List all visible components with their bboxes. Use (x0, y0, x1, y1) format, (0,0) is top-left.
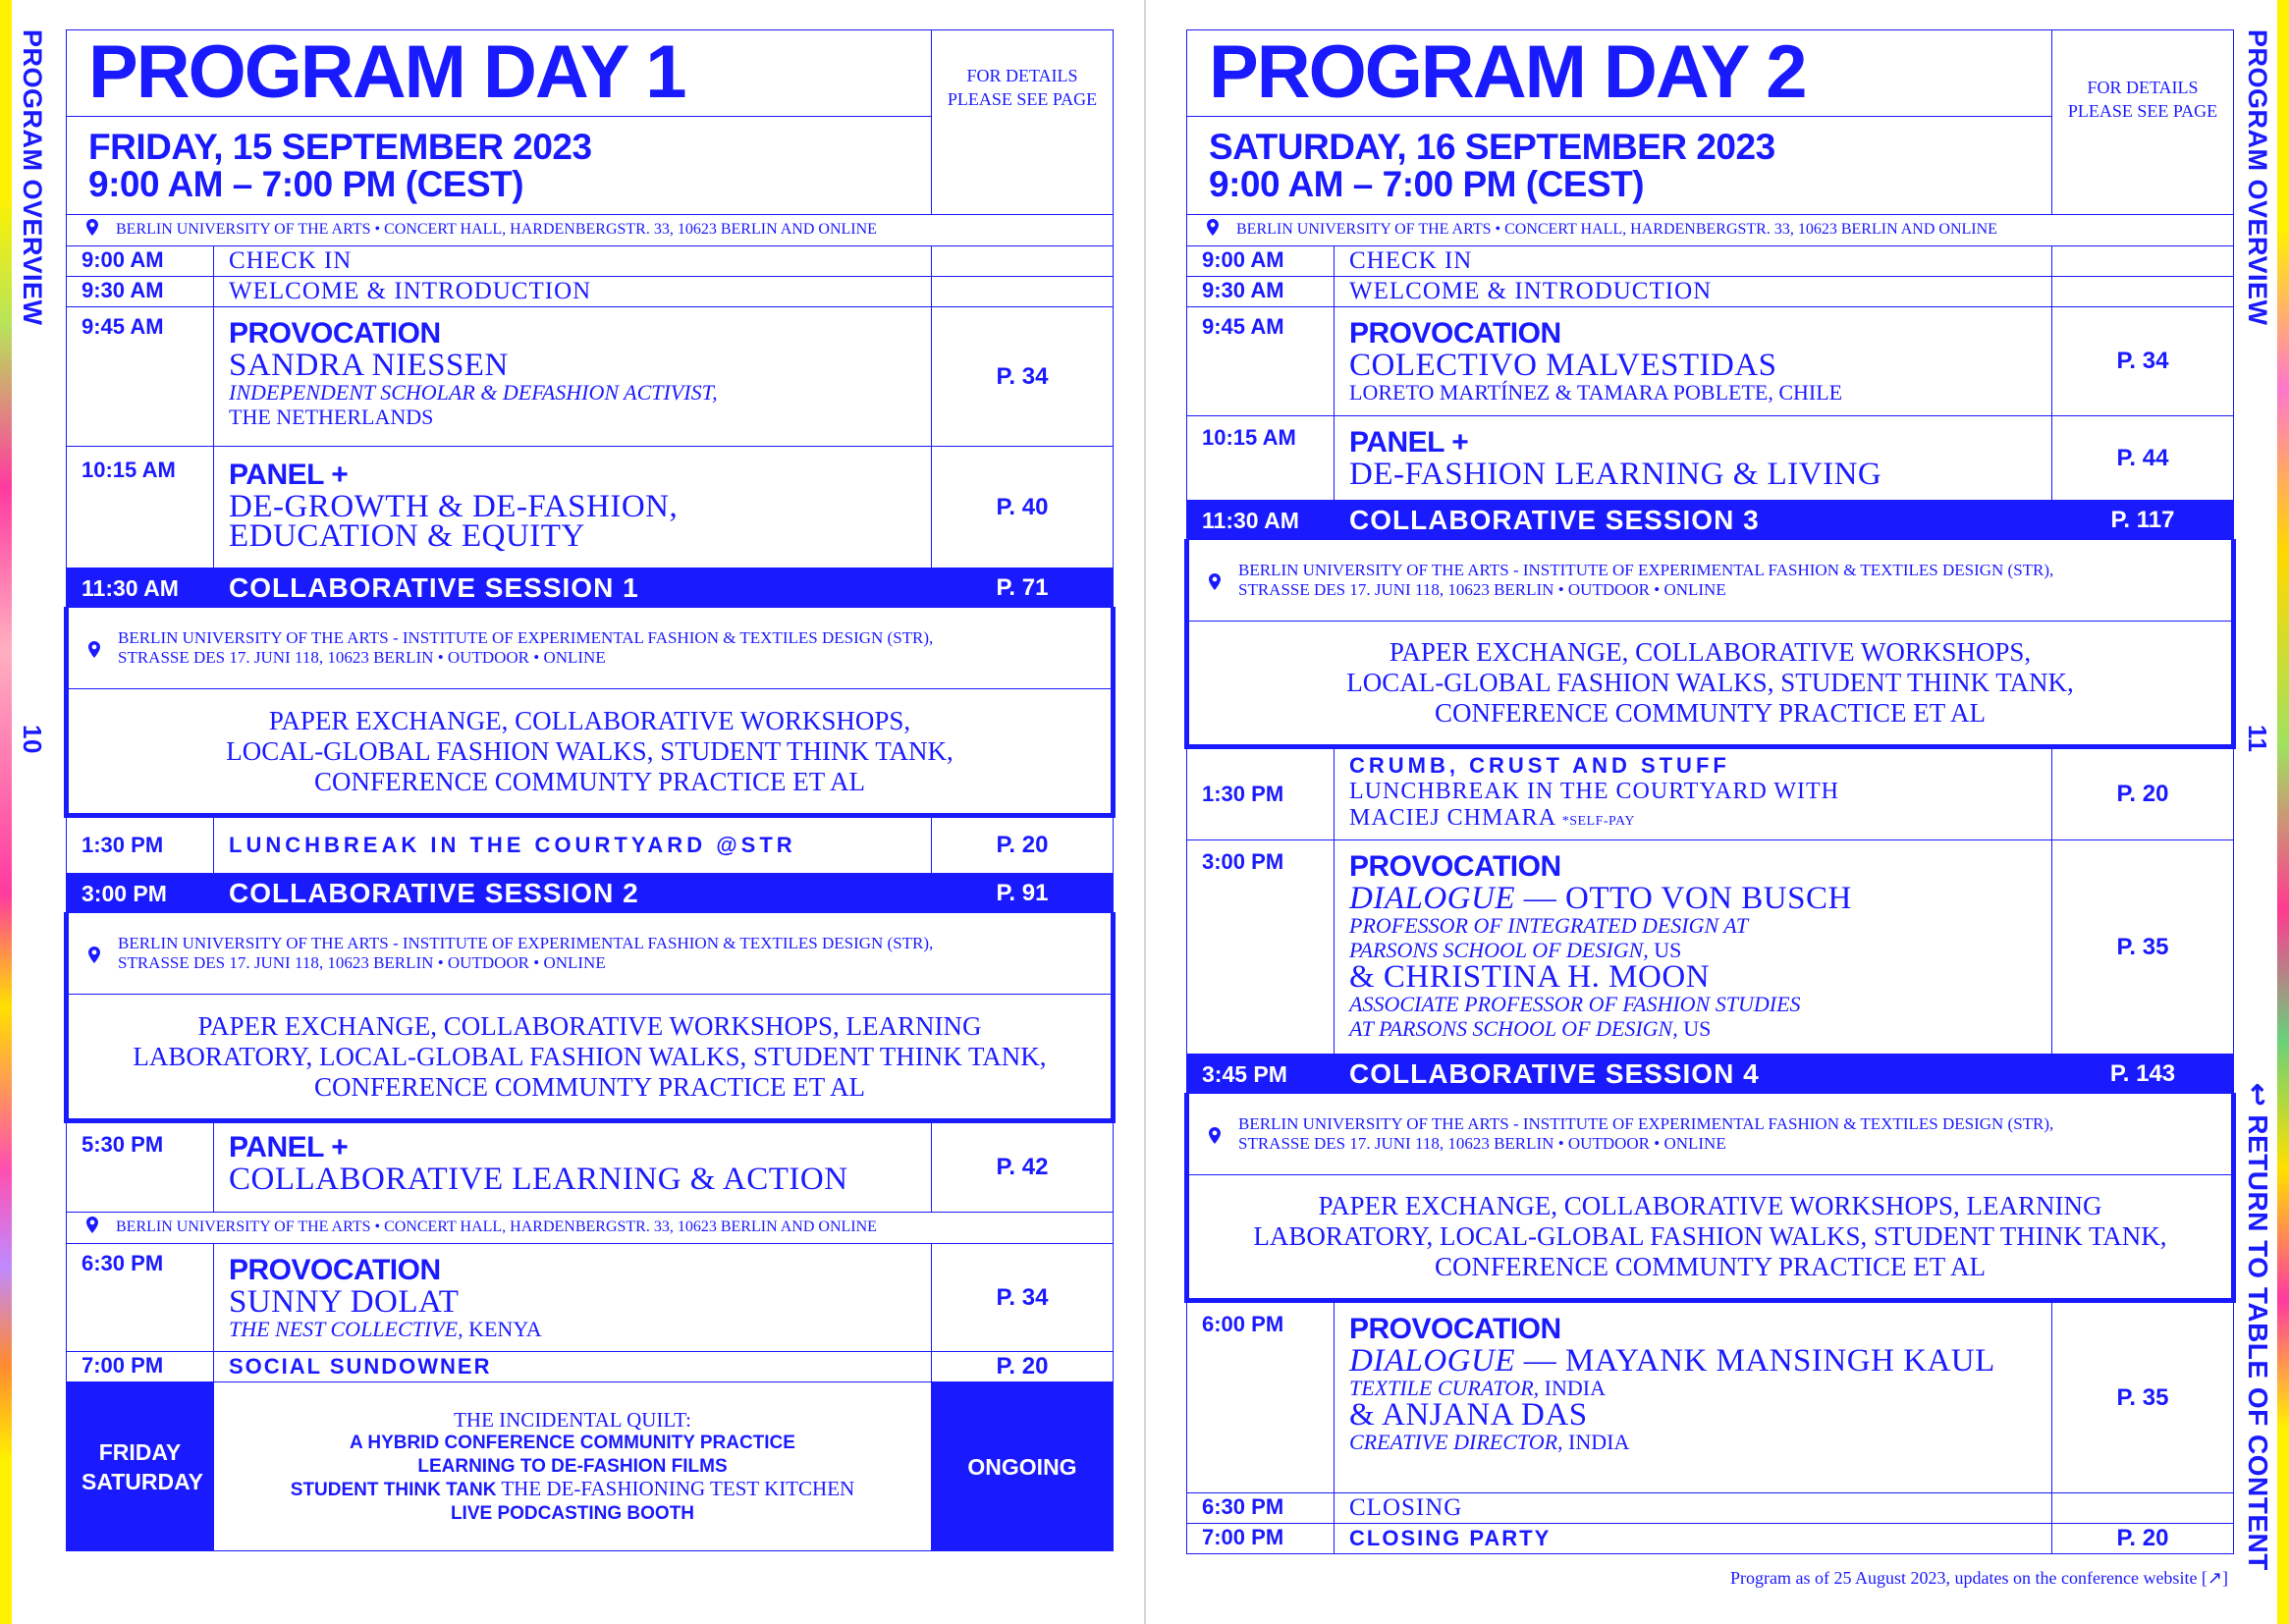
session-title: COLLABORATIVE SESSION 4 (1335, 1055, 2052, 1094)
session-type: PROVOCATION (1349, 1313, 1561, 1345)
location-pin-icon (88, 641, 100, 658)
table-row (1187, 1493, 2234, 1524)
left-section-label: PROGRAM OVERVIEW (18, 29, 47, 326)
session-description-line: LOCAL-GLOBAL FASHION WALKS, STUDENT THINK TANK, (226, 735, 954, 766)
session-description-line: LABORATORY, LOCAL-GLOBAL FASHION WALKS, STUDENT THINK TANK, (1253, 1221, 2167, 1251)
speaker-place: US (1654, 938, 1682, 962)
panel-title-line: DE-GROWTH & DE-FASHION, (229, 489, 679, 524)
speaker-role: ASSOCIATE PROFESSOR OF FASHION STUDIES (1349, 992, 1801, 1016)
location-pin-icon (1207, 219, 1219, 236)
location-pin-icon (88, 947, 100, 963)
table-row (67, 447, 1114, 568)
session-type: PANEL + (1349, 426, 1469, 459)
table-row (67, 277, 1114, 307)
location-line: BERLIN UNIVERSITY OF THE ARTS - INSTITUTE OF EXPERIMENTAL FASHION & TEXTILES DESIGN (STR), (118, 934, 934, 952)
table-row (1187, 1524, 2234, 1554)
dialogue-label: DIALOGUE (1349, 881, 1515, 916)
page-reference[interactable]: P. 91 (932, 874, 1114, 913)
venue-text: BERLIN UNIVERSITY OF THE ARTS • CONCERT HALL, HARDENBERGSTR. 33, 10623 BERLIN AND ONLINE (116, 1218, 877, 1235)
agenda-item: WELCOME & INTRODUCTION (214, 277, 932, 307)
ongoing-day: SATURDAY (82, 1468, 203, 1494)
time-cell: 9:45 AM (1187, 307, 1335, 416)
speaker-name: OTTO VON BUSCH (1564, 881, 1852, 916)
speaker-role: INDEPENDENT SCHOLAR & DEFASHION ACTIVIST, (229, 380, 718, 405)
agenda-item: LUNCHBREAK IN THE COURTYARD WITH (1349, 779, 1839, 804)
time-cell: 7:00 PM (1187, 1524, 1335, 1554)
day1-title: PROGRAM DAY 1 (67, 30, 931, 117)
day2-hours: 9:00 AM – 7:00 PM (CEST) (1209, 164, 1645, 204)
quilt-item: A HYBRID CONFERENCE COMMUNITY PRACTICE (350, 1432, 795, 1453)
session-title: COLLABORATIVE SESSION 2 (214, 874, 932, 913)
page-fold (1144, 0, 1146, 1624)
session-description-row (67, 689, 1114, 816)
time-cell: 11:30 AM (67, 568, 214, 608)
session-description-line: LABORATORY, LOCAL-GLOBAL FASHION WALKS, STUDENT THINK TANK, (133, 1041, 1047, 1071)
table-row (67, 307, 1114, 447)
program-day-1 (64, 29, 1111, 1522)
location-pin-icon (86, 219, 98, 236)
session-title: COLLABORATIVE SESSION 3 (1335, 501, 2052, 540)
session-location-row (1187, 540, 2234, 622)
host-name: MACIEJ CHMARA (1349, 805, 1555, 831)
ongoing-day: FRIDAY (98, 1438, 182, 1465)
page-reference[interactable]: P. 71 (932, 568, 1114, 608)
quilt-intro: THE INCIDENTAL QUILT: (454, 1407, 691, 1432)
session-location-row (1187, 1094, 2234, 1175)
speaker-name: SANDRA NIESSEN (229, 348, 509, 383)
day1-header-row (67, 30, 1114, 215)
location-pin-icon (86, 1217, 98, 1233)
day2-title: PROGRAM DAY 2 (1187, 30, 2051, 117)
agenda-item: SOCIAL SUNDOWNER (214, 1352, 932, 1382)
speaker-name: SUNNY DOLAT (229, 1284, 460, 1320)
page-reference[interactable]: P. 20 (932, 1352, 1114, 1382)
time-cell: 10:15 AM (1187, 416, 1335, 501)
table-row (1187, 307, 2234, 416)
page-reference[interactable]: P. 20 (2052, 1524, 2234, 1554)
session-description-line: LOCAL-GLOBAL FASHION WALKS, STUDENT THINK TANK, (1346, 668, 2074, 697)
ongoing-status: ONGOING (932, 1382, 1114, 1551)
session-description-line: CONFERENCE COMMUNTY PRACTICE ET AL (1434, 698, 1987, 728)
time-cell: 1:30 PM (1187, 747, 1335, 840)
venue-text: BERLIN UNIVERSITY OF THE ARTS • CONCERT HALL, HARDENBERGSTR. 33, 10623 BERLIN AND ONLINE (116, 221, 877, 238)
quilt-item: LEARNING TO DE-FASHION FILMS (417, 1455, 728, 1477)
panel-title-line: COLLABORATIVE LEARNING & ACTION (229, 1162, 848, 1197)
location-line: STRASSE DES 17. JUNI 118, 10623 BERLIN • OUTDOOR • ONLINE (118, 953, 606, 972)
session-type: PROVOCATION (229, 1254, 441, 1286)
table-row (1187, 416, 2234, 501)
lunch-title: CRUMB, CRUST AND STUFF (1349, 753, 1730, 778)
quilt-item: THE DE-FASHIONING TEST KITCHEN (501, 1476, 855, 1500)
location-pin-icon (1209, 1127, 1221, 1144)
day2-header-row (1187, 30, 2234, 215)
speaker-place: INDIA (1544, 1376, 1606, 1400)
speaker-name: & CHRISTINA H. MOON (1349, 959, 1711, 995)
page-reference[interactable]: P. 34 (932, 307, 1114, 447)
day2-date: SATURDAY, 16 SEPTEMBER 2023 (1209, 127, 1775, 167)
program-day-2 (1184, 29, 2231, 1551)
right-color-edge (2277, 0, 2289, 1624)
session-description-line: CONFERENCE COMMUNTY PRACTICE ET AL (1434, 1252, 1987, 1281)
time-cell: 6:30 PM (67, 1244, 214, 1352)
time-cell: 3:00 PM (1187, 840, 1335, 1055)
session-location-row (67, 913, 1114, 995)
session-type: PANEL + (229, 459, 349, 491)
session-description-row (1187, 622, 2234, 747)
day1-schedule-table (64, 29, 1116, 1551)
page-reference[interactable]: P. 20 (932, 816, 1114, 874)
agenda-item: CLOSING (1335, 1493, 2052, 1524)
right-page-number: 11 (2243, 725, 2272, 753)
table-row (67, 1244, 1114, 1352)
time-cell: 3:45 PM (1187, 1055, 1335, 1094)
speaker-name: & ANJANA DAS (1349, 1397, 1588, 1433)
speaker-name: COLECTIVO MALVESTIDAS (1349, 348, 1777, 383)
dialogue-label: DIALOGUE (1349, 1343, 1515, 1379)
agenda-item: CLOSING PARTY (1335, 1524, 2052, 1554)
speaker-role: PARSONS SCHOOL OF DESIGN, (1349, 938, 1649, 962)
speaker-place: KENYA (468, 1317, 542, 1341)
day2-details-note: FOR DETAILS PLEASE SEE PAGE (2052, 30, 2234, 215)
location-line: STRASSE DES 17. JUNI 118, 10623 BERLIN • OUTDOOR • ONLINE (1238, 580, 1726, 599)
page-reference[interactable]: P. 34 (932, 1244, 1114, 1352)
session-type: PROVOCATION (1349, 317, 1561, 350)
session-description-line: CONFERENCE COMMUNTY PRACTICE ET AL (313, 1071, 866, 1102)
speaker-name: MAYANK MANSINGH KAUL (1564, 1343, 1995, 1379)
right-section-label: PROGRAM OVERVIEW (2243, 29, 2272, 326)
location-line: BERLIN UNIVERSITY OF THE ARTS - INSTITUTE OF EXPERIMENTAL FASHION & TEXTILES DESIGN (STR), (118, 628, 934, 647)
session-description-line: PAPER EXCHANGE, COLLABORATIVE WORKSHOPS, (268, 705, 911, 735)
session-header (67, 874, 1114, 913)
speaker-place: INDIA (1568, 1430, 1630, 1454)
time-cell: 10:15 AM (67, 447, 214, 568)
table-row (1187, 747, 2234, 840)
speaker-place: US (1683, 1016, 1712, 1041)
table-row (1187, 246, 2234, 277)
speaker-role: THE NEST COLLECTIVE, (229, 1317, 463, 1341)
day1-hours: 9:00 AM – 7:00 PM (CEST) (88, 164, 524, 204)
location-line: STRASSE DES 17. JUNI 118, 10623 BERLIN • OUTDOOR • ONLINE (118, 648, 606, 667)
session-type: PROVOCATION (1349, 850, 1561, 883)
page-reference[interactable]: P. 35 (2052, 840, 2234, 1055)
location-line: STRASSE DES 17. JUNI 118, 10623 BERLIN • OUTDOOR • ONLINE (1238, 1134, 1726, 1153)
quilt-item: LIVE PODCASTING BOOTH (450, 1502, 695, 1524)
panel-title-line: EDUCATION & EQUITY (229, 518, 585, 554)
time-cell: 6:00 PM (1187, 1301, 1335, 1493)
program-update-note[interactable]: Program as of 25 August 2023, updates on the conference website [↗] (1730, 1568, 2228, 1588)
agenda-item: CHECK IN (214, 246, 932, 277)
time-cell: 11:30 AM (1187, 501, 1335, 540)
session-header (67, 568, 1114, 608)
return-to-toc-link[interactable]: ↩ RETURN TO TABLE OF CONTENT (2243, 1083, 2273, 1571)
day1-venue-row (67, 215, 1114, 246)
time-cell: 5:30 PM (67, 1121, 214, 1213)
speaker-place: THE NETHERLANDS (229, 405, 434, 429)
location-pin-icon (1209, 573, 1221, 590)
day2-schedule-table (1184, 29, 2236, 1554)
time-cell: 1:30 PM (67, 816, 214, 874)
session-description-line: PAPER EXCHANGE, COLLABORATIVE WORKSHOPS, LEARNING (1318, 1191, 2102, 1220)
venue-text: BERLIN UNIVERSITY OF THE ARTS • CONCERT HALL, HARDENBERGSTR. 33, 10623 BERLIN AND ONLINE (1236, 221, 1997, 238)
time-cell: 9:30 AM (1187, 277, 1335, 307)
table-row: 3:00 PM PROVOCATION DIALOGUE — OTTO VON BUSCH PROFESSOR OF INTEGRATED DESIGN AT PARSONS SCHOOL OF DESIGN, US & CHRISTINA H. MOON ASSOCIATE PROFESSOR OF FASHION STUDIES AT PARSONS SCHOOL OF DESIGN, US P. 35 (1187, 840, 2234, 1055)
speaker-role: TEXTILE CURATOR, (1349, 1376, 1540, 1400)
session-header (1187, 1055, 2234, 1094)
day2-venue-row (1187, 215, 2234, 246)
time-cell: 6:30 PM (1187, 1493, 1335, 1524)
time-cell: 9:45 AM (67, 307, 214, 447)
session-title: COLLABORATIVE SESSION 1 (214, 568, 932, 608)
speaker-role: PROFESSOR OF INTEGRATED DESIGN AT (1349, 913, 1749, 938)
day1-venue-row-2 (67, 1213, 1114, 1244)
page-reference[interactable]: P. 34 (2052, 307, 2234, 416)
table-row (67, 246, 1114, 277)
time-cell: 9:00 AM (67, 246, 214, 277)
page-reference[interactable]: P. 35 (2052, 1301, 2234, 1493)
day1-date: FRIDAY, 15 SEPTEMBER 2023 (88, 127, 592, 167)
time-cell: 9:00 AM (1187, 246, 1335, 277)
session-description-row (1187, 1175, 2234, 1301)
page-reference[interactable]: P. 44 (2052, 416, 2234, 501)
day1-details-note: FOR DETAILS PLEASE SEE PAGE (932, 30, 1114, 215)
left-color-edge (0, 0, 12, 1624)
location-line: BERLIN UNIVERSITY OF THE ARTS - INSTITUTE OF EXPERIMENTAL FASHION & TEXTILES DESIGN (STR), (1238, 1114, 2054, 1133)
speaker-role: LORETO MARTÍNEZ & TAMARA POBLETE, CHILE (1349, 380, 1843, 405)
session-location-row (67, 608, 1114, 689)
agenda-item: WELCOME & INTRODUCTION (1335, 277, 2052, 307)
session-description-row (67, 995, 1114, 1121)
speaker-role: AT PARSONS SCHOOL OF DESIGN, (1349, 1016, 1678, 1041)
time-cell: 9:30 AM (67, 277, 214, 307)
session-type: PANEL + (229, 1131, 349, 1164)
table-row (67, 1121, 1114, 1213)
session-header (1187, 501, 2234, 540)
left-page-number: 10 (18, 725, 47, 754)
ongoing-row (67, 1382, 1114, 1551)
quilt-item: STUDENT THINK TANK (290, 1479, 497, 1500)
table-row (67, 1352, 1114, 1382)
speaker-role: CREATIVE DIRECTOR, (1349, 1430, 1563, 1454)
session-description-line: PAPER EXCHANGE, COLLABORATIVE WORKSHOPS, LEARNING (197, 1010, 982, 1041)
page-reference[interactable]: P. 42 (932, 1121, 1114, 1213)
panel-title-line: DE-FASHION LEARNING & LIVING (1349, 457, 1882, 492)
page-reference[interactable]: P. 40 (932, 447, 1114, 568)
session-type: PROVOCATION (229, 317, 441, 350)
page-reference[interactable]: P. 117 (2052, 501, 2234, 540)
agenda-item: CHECK IN (1335, 246, 2052, 277)
time-cell: 7:00 PM (67, 1352, 214, 1382)
session-description-line: PAPER EXCHANGE, COLLABORATIVE WORKSHOPS, (1389, 637, 2032, 667)
location-line: BERLIN UNIVERSITY OF THE ARTS - INSTITUTE OF EXPERIMENTAL FASHION & TEXTILES DESIGN (STR), (1238, 561, 2054, 579)
table-row: 6:00 PM PROVOCATION DIALOGUE — MAYANK MANSINGH KAUL TEXTILE CURATOR, INDIA & ANJANA DAS CREATIVE DIRECTOR, INDIA P. 35 (1187, 1301, 2234, 1493)
table-row (1187, 277, 2234, 307)
agenda-item: LUNCHBREAK IN THE COURTYARD @STR (214, 816, 932, 874)
self-pay-note: *SELF-PAY (1561, 814, 1635, 829)
page-reference[interactable]: P. 20 (2052, 747, 2234, 840)
table-row (67, 816, 1114, 874)
session-description-line: CONFERENCE COMMUNTY PRACTICE ET AL (313, 766, 866, 796)
page-reference[interactable]: P. 143 (2052, 1055, 2234, 1094)
time-cell: 3:00 PM (67, 874, 214, 913)
